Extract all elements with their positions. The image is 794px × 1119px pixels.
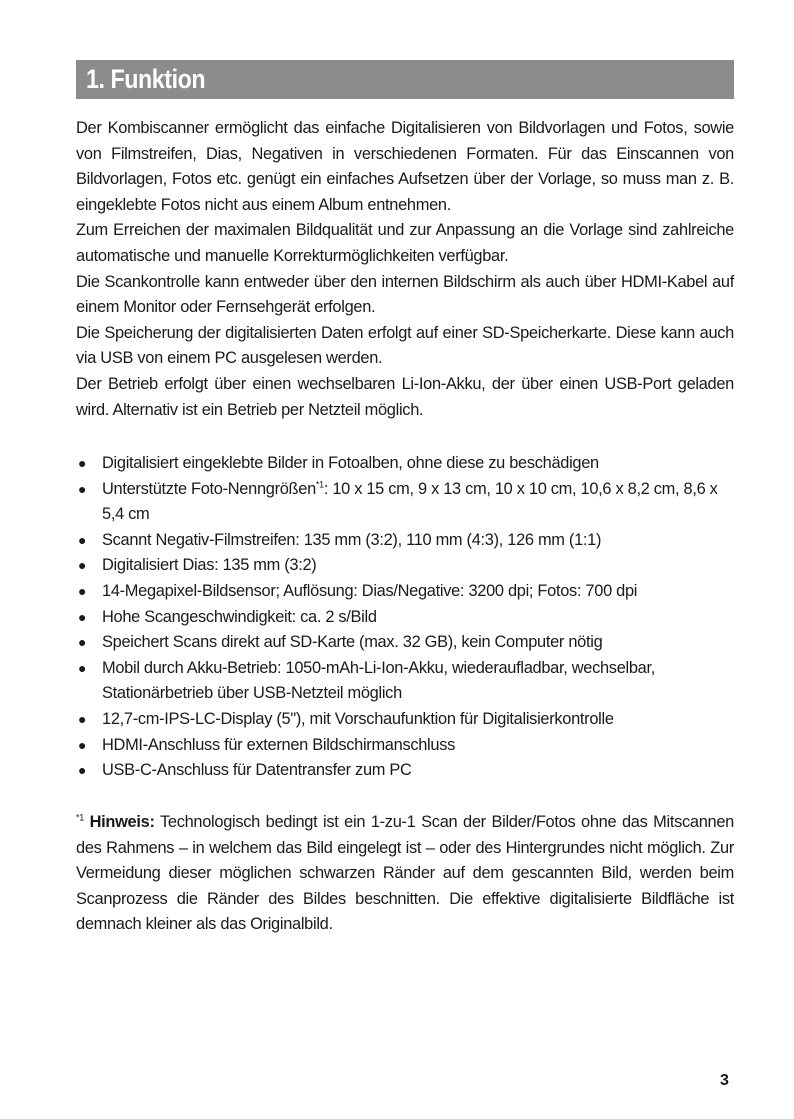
feature-item bbox=[76, 477, 734, 528]
bullet-icon: ● bbox=[78, 634, 87, 651]
feature-text: Scannt Negativ-Filmstreifen: 135 mm (3:2), 110 mm (4:3), 126 mm (1:1) bbox=[102, 530, 602, 549]
section-title: 1. Funktion bbox=[86, 64, 206, 94]
feature-text: USB-C-Anschluss für Datentransfer zum PC bbox=[102, 761, 412, 780]
feature-item bbox=[76, 630, 734, 656]
feature-text: Unterstützte Foto-Nenngrößen bbox=[102, 479, 316, 498]
bullet-icon: ● bbox=[78, 455, 87, 471]
feature-item bbox=[76, 553, 734, 579]
section-heading-bar bbox=[76, 60, 734, 99]
intro-paragraph-1: Der Kombiscanner ermöglicht das einfache Digitalisieren von Bildvorlagen und Fotos, sowie von Filmstreifen, Dias, Negativen in verschiedenen Formaten. Für das Einscannen von Bildvorlagen, Fotos etc. genügt ein einfaches Aufsetzen über der Vorlage, so muss man z. B. eingeklebte Fotos nicht aus einem Album entnehmen. bbox=[76, 119, 734, 214]
bullet-icon: ● bbox=[78, 762, 87, 779]
bullet-icon: ● bbox=[78, 710, 87, 727]
feature-text: Mobil durch Akku-Betrieb: 1050-mAh-Li-Ion-Akku, wiederaufladbar, wechselbar, Stationärbetrieb über USB-Netzteil möglich bbox=[102, 658, 655, 703]
feature-list bbox=[76, 451, 734, 784]
feature-item bbox=[76, 528, 734, 554]
feature-text: : 10 x 15 cm, 9 x 13 cm, 10 x 10 cm, 10,6 x 8,2 cm, 8,6 x 5,4 cm bbox=[102, 479, 718, 524]
feature-item bbox=[76, 605, 734, 631]
feature-text: 14-Megapixel-Bildsensor; Auflösung: Dias/Negative: 3200 dpi; Fotos: 700 dpi bbox=[102, 581, 638, 600]
intro-paragraph-4: Die Speicherung der digitalisierten Daten erfolgt auf einer SD-Speicherkarte. Diese kann auch via USB von einem PC ausgelesen werden. bbox=[76, 323, 734, 368]
feature-item bbox=[76, 656, 734, 707]
feature-item bbox=[76, 758, 734, 784]
feature-item bbox=[76, 707, 734, 733]
feature-text: HDMI-Anschluss für externen Bildschirmanschluss bbox=[102, 735, 455, 754]
feature-item bbox=[76, 733, 734, 759]
footnote bbox=[76, 810, 734, 938]
feature-text: Digitalisiert eingeklebte Bilder in Fotoalben, ohne diese zu beschädigen bbox=[102, 454, 599, 472]
bullet-icon: ● bbox=[78, 736, 87, 753]
intro-paragraph-2: Zum Erreichen der maximalen Bildqualität und zur Anpassung an die Vorlage sind zahlreiche automatische und manuelle Korrekturmöglichkeiten verfügbar. bbox=[76, 221, 734, 265]
page-number: 3 bbox=[720, 1072, 729, 1089]
intro-paragraph-5: Der Betrieb erfolgt über einen wechselbaren Li-Ion-Akku, der über einen USB-Port geladen wird. Alternativ ist ein Betrieb per Netzteil möglich. bbox=[76, 374, 734, 419]
feature-text: Speichert Scans direkt auf SD-Karte (max. 32 GB), kein Computer nötig bbox=[102, 633, 603, 652]
bullet-icon: ● bbox=[78, 659, 87, 676]
footnote-mark: *1 bbox=[315, 479, 324, 490]
feature-item bbox=[76, 451, 734, 477]
bullet-icon: ● bbox=[78, 582, 87, 599]
feature-item bbox=[76, 579, 734, 605]
feature-text: Digitalisiert Dias: 135 mm (3:2) bbox=[102, 556, 317, 575]
note-text: Technologisch bedingt ist ein 1-zu-1 Scan der Bilder/Fotos ohne das Mitscannen des Rahmens – in welchem das Bild eingelegt ist – oder des Hintergrundes nicht möglich. Zur Vermeidung dieser möglichen schwarzen Ränder auf dem gescannten Bild, werden beim Scanprozess die Ränder des Bildes beschnitten. Die effektive digitalisierte Bildfläche ist demnach kleiner als das Originalbild. bbox=[76, 813, 734, 934]
feature-text: Hohe Scangeschwindigkeit: ca. 2 s/Bild bbox=[102, 607, 377, 626]
bullet-icon: ● bbox=[78, 608, 87, 625]
feature-text: 12,7-cm-IPS-LC-Display (5"), mit Vorschaufunktion für Digitalisierkontrolle bbox=[102, 709, 614, 728]
note-label: Hinweis: bbox=[89, 813, 155, 831]
bullet-icon: ● bbox=[78, 557, 87, 574]
bullet-icon: ● bbox=[78, 480, 87, 497]
intro-paragraph-3: Die Scankontrolle kann entweder über den internen Bildschirm als auch über HDMI-Kabel auf einem Monitor oder Fernsehgerät erfolgen. bbox=[76, 272, 734, 317]
footnote-mark: *1 bbox=[76, 812, 84, 823]
intro-text bbox=[76, 116, 734, 423]
bullet-icon: ● bbox=[78, 531, 87, 548]
